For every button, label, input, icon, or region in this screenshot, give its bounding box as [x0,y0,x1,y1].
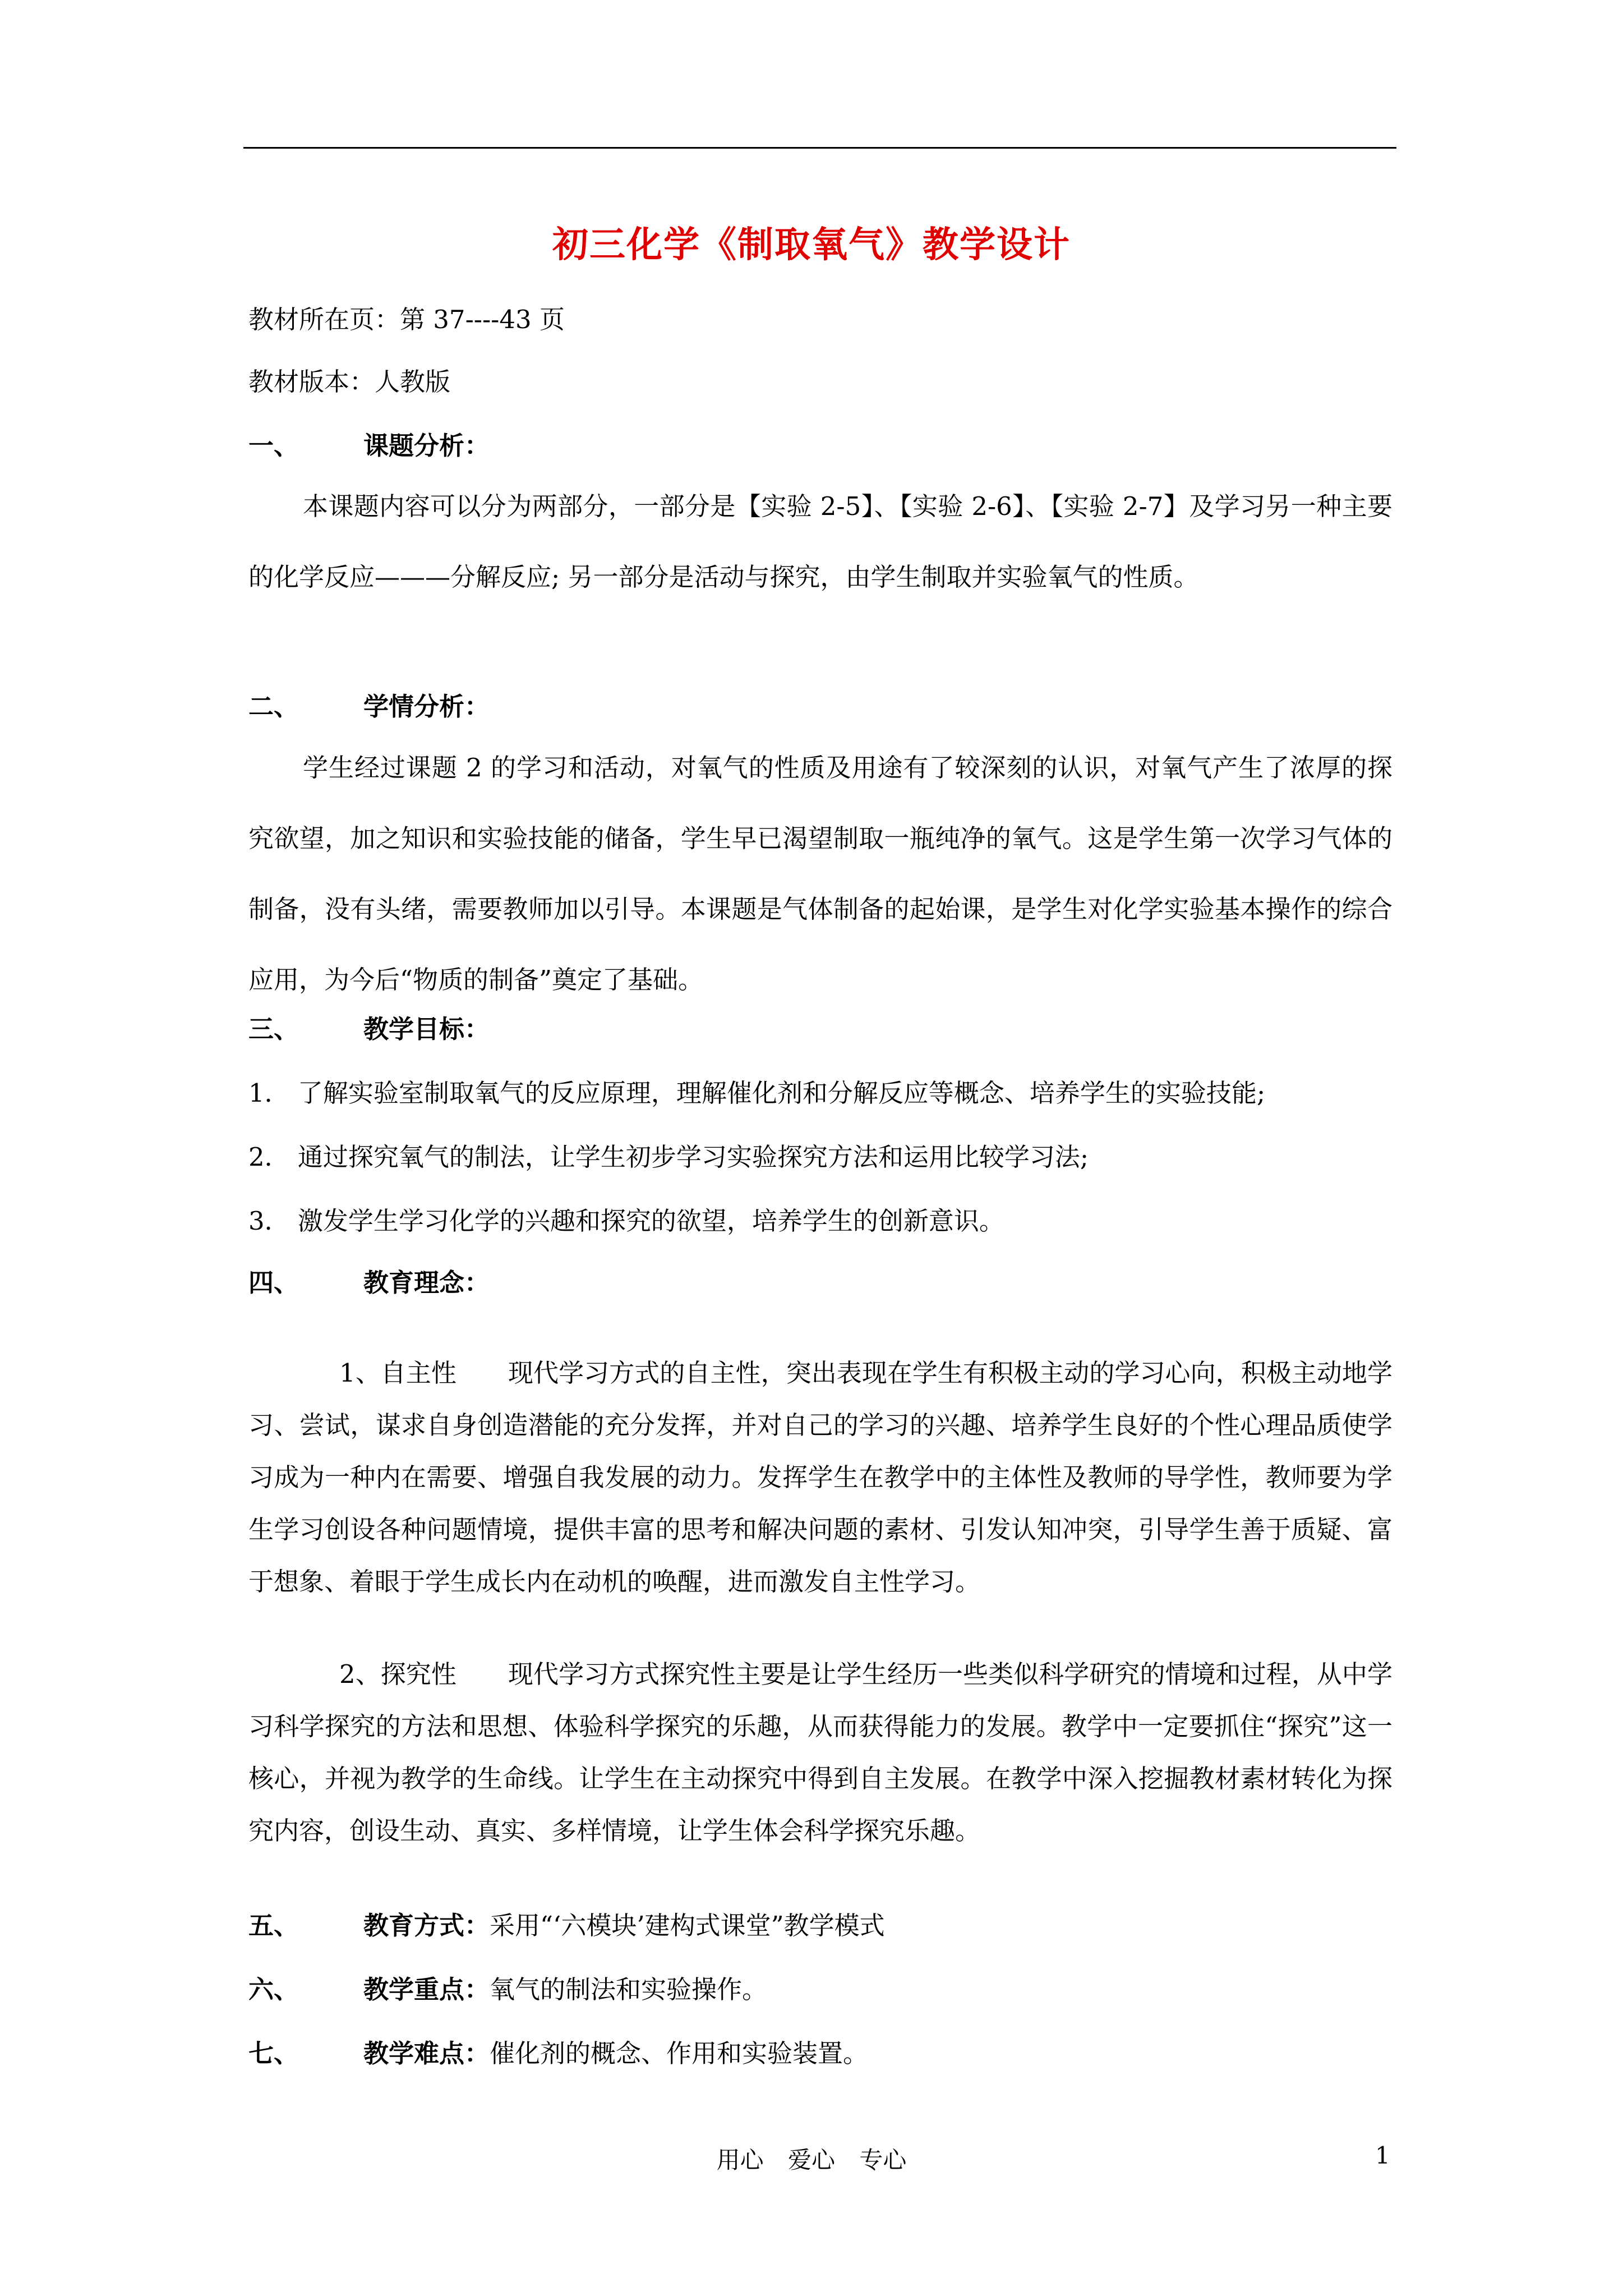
section-5-label: 教育方式： [363,1911,490,1940]
section-4-number: 四、 [248,1268,299,1297]
section-3-number: 三、 [248,1014,299,1044]
section-3-heading [248,1009,490,1045]
section-7 [248,2033,868,2069]
section-2-heading [248,686,490,723]
philosophy-autonomy [248,1347,1393,1608]
objective-item: 1． 了解实验室制取氧气的反应原理，理解催化剂和分解反应等概念、培养学生的实验技能; [248,1078,1266,1108]
section-2-label: 学情分析： [363,692,490,721]
section-1-heading [248,425,490,462]
section-7-value: 催化剂的概念、作用和实验装置。 [490,2039,869,2068]
section-3-label: 教学目标： [363,1014,490,1044]
objective-item: 2． 通过探究氧气的制法，让学生初步学习实验探究方法和运用比较学习法; [248,1142,1089,1172]
section-5-number: 五、 [248,1911,299,1940]
document-title: 初三化学《制取氧气》教学设计 [552,224,1071,266]
section-5-value: 采用“‘六模块’建构式课堂”教学模式 [490,1911,885,1940]
section-4-heading [248,1262,490,1299]
section-2-body: 学生经过课题 2 的学习和活动，对氧气的性质及用途有了较深刻的认识，对氧气产生了浓厚的探究欲望，加之知识和实验技能的储备，学生早已渴望制取一瓶纯净的氧气。这是学生第一次学习气体的制备，没有头绪，需要教师加以引导。本课题是气体制备的起始课，是学生对化学实验基本操作的综合应用，为今后“物质的制备”奠定了基础。 [248,753,1393,995]
section-6-number: 六、 [248,1975,299,2004]
philosophy-inquiry [248,1648,1393,1857]
philosophy-autonomy-lead: 1、自主性 [339,1358,457,1388]
section-5 [248,1905,885,1941]
section-2-number: 二、 [248,692,299,721]
objective-item: 3． 激发学生学习化学的兴趣和探究的欲望，培养学生的创新意识。 [248,1206,1004,1236]
footer-motto: 用心 爱心 专心 [716,2146,907,2174]
section-1-body: 本课题内容可以分为两部分，一部分是【实验 2-5】、【实验 2-6】、【实验 2-7】及学习另一种主要的化学反应———分解反应; 另一部分是活动与探究，由学生制取并实验氧气的性质。 [248,491,1393,592]
section-6 [248,1969,767,2005]
section-7-number: 七、 [248,2039,299,2068]
section-6-label: 教学重点： [363,1975,490,2004]
textbook-pages: 教材所在页：第 37----43 页 [248,305,565,334]
philosophy-inquiry-body: 现代学习方式探究性主要是让学生经历一些类似科学研究的情境和过程，从中学习科学探究的方法和思想、体验科学探究的乐趣，从而获得能力的发展。教学中一定要抓住“探究”这一核心，并视为教学的生命线。让学生在主动探究中得到自主发展。在教学中深入挖掘教材素材转化为探究内容，创设生动、真实、多样情境，让学生体会科学探究乐趣。 [248,1659,1393,1846]
section-4-label: 教育理念： [363,1268,490,1297]
textbook-edition: 教材版本：人教版 [248,367,451,397]
header-rule [243,147,1396,149]
page-number: 1 [1375,2142,1390,2169]
section-6-value: 氧气的制法和实验操作。 [490,1975,768,2004]
section-1-number: 一、 [248,431,299,461]
philosophy-autonomy-body: 现代学习方式的自主性，突出表现在学生有积极主动的学习心向，积极主动地学习、尝试，谋求自身创造潜能的充分发挥，并对自己的学习的兴趣、培养学生良好的个性心理品质使学习成为一种内在需要、增强自我发展的动力。发挥学生在教学中的主体性及教师的导学性，教师要为学生学习创设各种问题情境，提供丰富的思考和解决问题的素材、引发认知冲突，引导学生善于质疑、富于想象、着眼于学生成长内在动机的唤醒，进而激发自主性学习。 [248,1358,1393,1596]
philosophy-inquiry-lead: 2、探究性 [339,1659,457,1689]
section-1-label: 课题分析： [363,431,490,461]
section-7-label: 教学难点： [363,2039,490,2068]
